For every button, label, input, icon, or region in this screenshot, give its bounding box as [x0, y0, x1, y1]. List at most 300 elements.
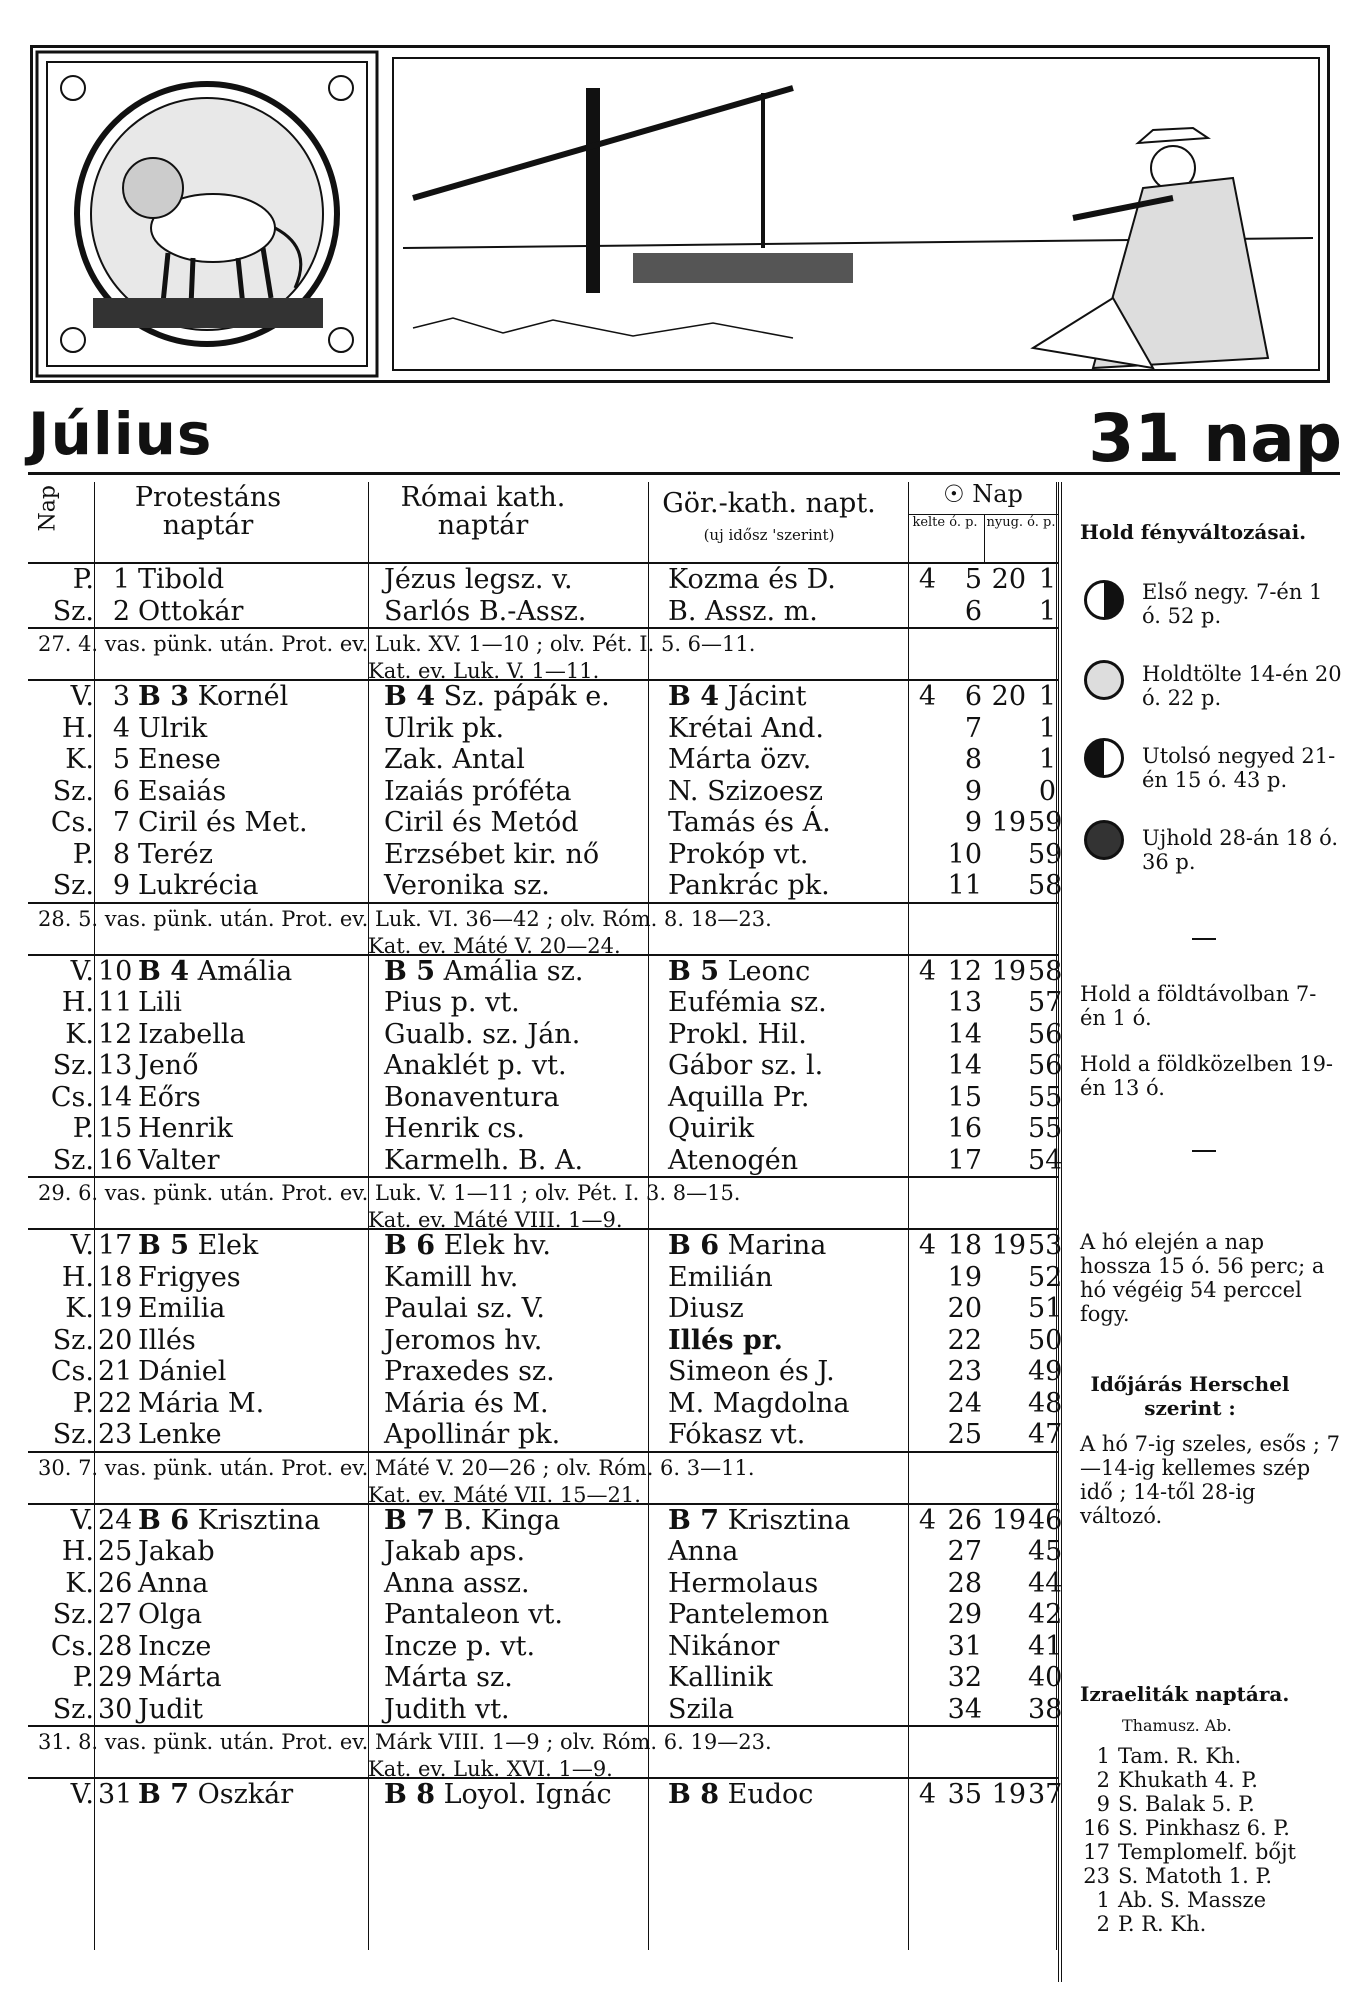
- header-prot-line1: Protestáns: [134, 482, 282, 513]
- gor-cell: [668, 1631, 779, 1663]
- cell: 2: [112, 595, 130, 627]
- prot-cell: [138, 1779, 293, 1811]
- cell: 45: [1028, 1536, 1063, 1567]
- cell: P.: [72, 1387, 94, 1419]
- prot-cell: [138, 776, 226, 808]
- cell: 21: [98, 1356, 133, 1387]
- rom-cell: [384, 1662, 513, 1694]
- header-nap: Nap: [35, 485, 61, 532]
- cell: 14: [947, 1018, 982, 1050]
- rom-cell: [384, 1599, 563, 1631]
- cell: 4: [918, 1504, 936, 1536]
- cell: 6: [964, 681, 982, 712]
- prot-cell: [138, 1050, 198, 1082]
- cell: 58: [1028, 870, 1063, 901]
- cell: 20: [991, 681, 1026, 712]
- gor-name: Quirik: [668, 1113, 755, 1144]
- jewish-calendar-item: [1080, 1792, 1342, 1816]
- moon-phase-text: Ujhold 28-án 18 ó. 36 p.: [1142, 826, 1339, 874]
- jewish-calendar-item: [1080, 1888, 1342, 1912]
- table-row: [28, 1504, 1063, 1537]
- cell: 48: [1028, 1387, 1063, 1419]
- jewish-day: 17: [1083, 1840, 1110, 1864]
- cell: H.: [61, 1261, 94, 1293]
- rom-cell: [384, 1419, 560, 1451]
- gor-cell: [668, 870, 830, 902]
- cell: 5: [112, 744, 130, 775]
- cell: 31: [947, 1630, 982, 1662]
- gor-name: Szila: [668, 1693, 735, 1725]
- rom-name: Elek hv.: [443, 1230, 551, 1261]
- cell: V.: [70, 955, 94, 987]
- rom-cell: [384, 839, 599, 871]
- cell: 44: [1028, 1567, 1063, 1599]
- cell: 4: [112, 712, 130, 744]
- cell: Sz.: [52, 1693, 94, 1725]
- cell: 22: [947, 1324, 982, 1356]
- gor-name: Eudoc: [727, 1779, 814, 1810]
- rom-name: Bonaventura: [384, 1081, 560, 1113]
- table-header: [28, 482, 1058, 564]
- table-row: [28, 1356, 1063, 1388]
- cell: 19: [991, 955, 1026, 987]
- prot-cell: [138, 1631, 211, 1663]
- prot-name: Valter: [138, 1144, 220, 1176]
- gor-name: Hermolaus: [668, 1567, 819, 1599]
- cell: 19: [991, 807, 1026, 838]
- prot-cell: [138, 839, 213, 871]
- jewish-calendar-list: [1080, 1744, 1342, 1936]
- gor-cell: [668, 1388, 850, 1420]
- weather-text: A hó 7-ig szeles, esős ; 7—14-ig kellemes szép idő ; 14-től 28-ig változó.: [1080, 1432, 1340, 1528]
- rom-name: Pantaleon vt.: [384, 1599, 563, 1630]
- cell: Sz.: [52, 870, 94, 901]
- rom-week-mark: B 8: [384, 1779, 436, 1810]
- cell: Sz.: [52, 1050, 94, 1081]
- jewish-event: Templomelf. bőjt: [1118, 1840, 1296, 1864]
- header-prot-line2: naptár: [162, 510, 254, 542]
- gor-week-mark: B 7: [668, 1504, 720, 1536]
- header-rom-line2: naptár: [437, 510, 529, 542]
- rom-cell: [384, 1293, 545, 1325]
- gor-cell: [668, 1050, 823, 1082]
- cell: 4: [918, 1230, 936, 1261]
- cell: 16: [98, 1144, 133, 1176]
- cell: 24: [947, 1387, 982, 1419]
- gor-name: Fókasz vt.: [668, 1419, 806, 1450]
- prot-name: Teréz: [138, 838, 214, 870]
- prot-name: Enese: [138, 744, 221, 775]
- prot-cell: [138, 1356, 226, 1388]
- jewish-day: 2: [1096, 1768, 1110, 1792]
- rom-cell: [384, 1356, 555, 1388]
- rom-cell: [384, 1388, 549, 1420]
- rom-cell: [384, 1145, 583, 1177]
- moon-phase-text: Utolsó negyed 21-én 15 ó. 43 p.: [1142, 744, 1336, 792]
- table-row: [28, 596, 1058, 628]
- jewish-day: 2: [1096, 1912, 1110, 1936]
- gor-cell: [668, 1419, 805, 1451]
- prot-cell: [138, 1019, 246, 1051]
- cell: 20: [991, 564, 1026, 595]
- cell: 16: [947, 1113, 982, 1144]
- prot-name: Dániel: [138, 1356, 227, 1387]
- gor-cell: [668, 776, 823, 808]
- gor-name: Simeon és J.: [668, 1356, 835, 1387]
- gor-week-mark: B 4: [668, 681, 720, 712]
- gor-name: Krisztina: [727, 1504, 851, 1536]
- rom-cell: [384, 870, 550, 902]
- table-row: [28, 1662, 1063, 1694]
- rom-name: Amália sz.: [443, 955, 584, 987]
- table-row: [28, 713, 1058, 745]
- gor-name: Gábor sz. l.: [668, 1050, 824, 1081]
- prot-week-mark: B 4: [138, 955, 190, 987]
- table-row: [28, 1387, 1063, 1420]
- table-row: [28, 1599, 1063, 1631]
- cell: 1: [1038, 744, 1056, 775]
- prot-week-mark: B 6: [138, 1504, 190, 1536]
- week-reading-line2: Kat. ev. Máté VIII. 1—9.: [368, 1208, 623, 1232]
- prot-name: Illés: [138, 1324, 196, 1356]
- prot-name: Ulrik: [138, 712, 208, 744]
- cell: Cs.: [50, 1081, 94, 1113]
- gor-name: Nikánor: [668, 1630, 780, 1662]
- divider: [1192, 938, 1216, 940]
- jewish-calendar-item: [1080, 1816, 1342, 1840]
- cell: 59: [1028, 838, 1063, 870]
- table-row: [28, 955, 1063, 988]
- gor-name: Pantelemon: [668, 1599, 830, 1630]
- cell: Sz.: [52, 1599, 94, 1630]
- rom-cell: [384, 713, 504, 745]
- jewish-event: S. Balak 5. P.: [1118, 1792, 1255, 1816]
- gor-cell: [668, 1505, 850, 1537]
- cell: 19: [98, 1293, 133, 1324]
- cell: 22: [98, 1387, 133, 1419]
- full-moon-icon: [1084, 660, 1124, 700]
- jewish-day: 1: [1096, 1888, 1110, 1912]
- table-row: [28, 1230, 1063, 1262]
- header-sun: ☉ Nap: [943, 480, 1023, 508]
- cell: 1: [1038, 681, 1056, 712]
- jewish-day: 9: [1096, 1792, 1110, 1816]
- prot-name: Lili: [138, 987, 182, 1018]
- rom-cell: [384, 1113, 525, 1145]
- cell: 17: [98, 1230, 133, 1261]
- prot-cell: [138, 681, 288, 713]
- rom-name: Pius p. vt.: [384, 987, 520, 1018]
- gor-cell: [668, 1262, 773, 1294]
- table-row: [28, 1567, 1063, 1600]
- prot-name: Olga: [138, 1599, 203, 1630]
- prot-name: Frigyes: [138, 1261, 241, 1293]
- prot-name: Lenke: [138, 1419, 222, 1450]
- cell: 11: [98, 987, 133, 1018]
- cell: 6: [112, 775, 130, 807]
- cell: 17: [947, 1144, 982, 1176]
- gor-name: Marina: [727, 1230, 827, 1261]
- rom-cell: [384, 807, 578, 839]
- gor-cell: [668, 1536, 738, 1568]
- calendar-table: [28, 480, 1063, 1811]
- cell: Sz.: [52, 1324, 94, 1356]
- cell: 19: [947, 1261, 982, 1293]
- prot-cell: [138, 1599, 202, 1631]
- cell: 20: [98, 1324, 133, 1356]
- rom-cell: [384, 1694, 510, 1726]
- prot-name: Henrik: [138, 1113, 233, 1144]
- rom-name: Jézus legsz. v.: [384, 564, 573, 595]
- cell: Sz.: [52, 1144, 94, 1176]
- gor-cell: [668, 596, 818, 628]
- table-row: [28, 870, 1063, 902]
- prot-cell: [138, 987, 182, 1019]
- cell: 10: [98, 955, 133, 987]
- gor-name: Prokóp vt.: [668, 838, 809, 870]
- week-reading-line1: 27. 4. vas. pünk. után. Prot. ev. Luk. XV. 1—10 ; olv. Pét. I. 5. 6—11.: [38, 632, 756, 656]
- rom-name: Mária és M.: [384, 1387, 549, 1419]
- cell: 26: [98, 1567, 133, 1599]
- cell: 47: [1028, 1419, 1063, 1450]
- gor-cell: [668, 1599, 829, 1631]
- gor-name: Diusz: [668, 1293, 744, 1324]
- cell: V.: [70, 1779, 94, 1810]
- rom-name: Erzsébet kir. nő: [384, 838, 600, 870]
- gor-cell: [668, 956, 810, 988]
- sidebar: [1058, 482, 1344, 1982]
- week-reading: [28, 627, 1058, 681]
- table-row: [28, 1018, 1063, 1051]
- jewish-event: S. Matoth 1. P.: [1118, 1864, 1272, 1888]
- gor-cell: [668, 1019, 807, 1051]
- cell: 52: [1028, 1261, 1063, 1293]
- cell: 25: [947, 1419, 982, 1450]
- rom-week-mark: B 4: [384, 681, 436, 712]
- cell: P.: [72, 1113, 94, 1144]
- table-row: [28, 1050, 1063, 1082]
- cell: K.: [65, 1018, 94, 1050]
- rom-name: Loyol. Ignác: [443, 1779, 612, 1810]
- cell: Cs.: [50, 1630, 94, 1662]
- prot-cell: [138, 744, 221, 776]
- prot-name: Kornél: [197, 681, 289, 712]
- gor-week-mark: B 5: [668, 955, 720, 987]
- cell: 4: [918, 955, 936, 987]
- cell: 30: [98, 1693, 133, 1725]
- cell: 28: [98, 1630, 133, 1662]
- gor-name: Jácint: [727, 681, 807, 712]
- gor-name: Aquilla Pr.: [668, 1081, 810, 1113]
- cell: 5: [964, 564, 982, 595]
- gor-name: Márta özv.: [668, 744, 812, 775]
- cell: 55: [1028, 1081, 1063, 1113]
- apogee-text: Hold a földtávolban 7-én 1 ó.: [1080, 982, 1317, 1030]
- cell: 42: [1028, 1599, 1063, 1630]
- table-row: [28, 1419, 1063, 1451]
- prot-cell: [138, 956, 292, 988]
- rom-cell: [384, 987, 520, 1019]
- table-row: [28, 776, 1058, 808]
- rom-name: Veronika sz.: [384, 870, 550, 901]
- rom-week-mark: B 5: [384, 955, 436, 987]
- jewish-calendar-item: [1080, 1840, 1342, 1864]
- perigee-text: Hold a földközelben 19-én 13 ó.: [1080, 1052, 1334, 1100]
- header-gor-line2: (uj idősz 'szerint): [703, 526, 835, 545]
- cell: 12: [947, 955, 982, 987]
- cell: 9: [964, 807, 982, 838]
- prot-cell: [138, 1694, 203, 1726]
- rom-cell: [384, 564, 573, 596]
- cell: 31: [98, 1779, 133, 1810]
- gor-cell: [668, 1230, 826, 1262]
- prot-cell: [138, 807, 308, 839]
- jewish-calendar-item: [1080, 1864, 1342, 1888]
- cell: 1: [1038, 564, 1056, 595]
- cell: 49: [1028, 1356, 1063, 1387]
- gor-name: Eufémia sz.: [668, 987, 827, 1018]
- prot-cell: [138, 1662, 222, 1694]
- jewish-calendar-subtitle: Thamusz. Ab.: [1122, 1716, 1232, 1735]
- table-row: [28, 1113, 1063, 1145]
- rom-name: Incze p. vt.: [384, 1630, 536, 1662]
- cell: 46: [1028, 1504, 1063, 1536]
- prot-name: Elek: [197, 1230, 259, 1261]
- cell: 29: [98, 1662, 133, 1693]
- cell: K.: [65, 1567, 94, 1599]
- gor-cell: [668, 1694, 734, 1726]
- gor-cell: [668, 1082, 809, 1114]
- rom-name: Márta sz.: [384, 1662, 513, 1693]
- gor-cell: [668, 1113, 754, 1145]
- gor-cell: [668, 1356, 835, 1388]
- gor-name: Atenogén: [668, 1144, 799, 1176]
- cell: P.: [72, 1662, 94, 1693]
- cell: 35: [947, 1779, 982, 1810]
- table-row: [28, 1293, 1063, 1325]
- rom-week-mark: B 7: [384, 1504, 436, 1536]
- gor-name: Kozma és D.: [668, 564, 836, 595]
- header-nyug: nyug. ó. p.: [986, 515, 1056, 530]
- gor-name: Prokl. Hil.: [668, 1018, 807, 1050]
- rom-cell: [384, 1568, 530, 1600]
- top-rule: [28, 472, 1340, 475]
- cell: 8: [964, 744, 982, 775]
- week-reading-line2: Kat. ev. Luk. XVI. 1—9.: [368, 1757, 613, 1781]
- jewish-calendar-item: [1080, 1912, 1342, 1936]
- rom-name: Anna assz.: [384, 1567, 530, 1599]
- rom-name: Judith vt.: [384, 1693, 510, 1725]
- prot-cell: [138, 1419, 222, 1451]
- gor-name: Anna: [668, 1536, 739, 1567]
- week-reading: [28, 1176, 1058, 1230]
- gor-week-mark: B 8: [668, 1779, 720, 1810]
- cell: 28: [947, 1567, 982, 1599]
- header-illustration: [30, 45, 1330, 383]
- cell: 34: [947, 1693, 982, 1725]
- rom-name: Jakab aps.: [384, 1536, 526, 1567]
- rom-cell: [384, 744, 525, 776]
- prot-name: Márta: [138, 1662, 222, 1693]
- prot-cell: [138, 870, 258, 902]
- gor-cell: [668, 744, 811, 776]
- gor-cell: [668, 987, 827, 1019]
- gor-cell: [668, 1662, 773, 1694]
- days-count: 31 nap: [1088, 400, 1342, 477]
- prot-cell: [138, 1325, 196, 1357]
- cell: 6: [964, 595, 982, 627]
- cell: 56: [1028, 1018, 1063, 1050]
- cell: 4: [918, 564, 936, 595]
- jewish-day: 1: [1096, 1744, 1110, 1768]
- gor-cell: [668, 839, 809, 871]
- gor-cell: [668, 1293, 744, 1325]
- gor-cell: [668, 1325, 783, 1357]
- rom-cell: [384, 1536, 525, 1568]
- jewish-event: P. R. Kh.: [1118, 1912, 1207, 1936]
- cell: 15: [98, 1113, 133, 1144]
- table-row: [28, 1630, 1063, 1663]
- cell: 54: [1028, 1144, 1063, 1176]
- rom-name: Gualb. sz. Ján.: [384, 1018, 581, 1050]
- gor-name: B. Assz. m.: [668, 595, 818, 627]
- prot-cell: [138, 713, 207, 745]
- rom-cell: [384, 1230, 551, 1262]
- table-body: [28, 564, 1063, 1811]
- cell: 55: [1028, 1113, 1063, 1144]
- prot-name: Ottokár: [138, 595, 244, 627]
- cell: P.: [72, 838, 94, 870]
- cell: 50: [1028, 1324, 1063, 1356]
- table-row: [28, 681, 1058, 713]
- cell: 3: [112, 681, 130, 712]
- gor-cell: [668, 1145, 798, 1177]
- cell: 9: [964, 775, 982, 807]
- jewish-event: Tam. R. Kh.: [1118, 1744, 1242, 1768]
- table-row: [28, 1536, 1063, 1568]
- prot-cell: [138, 1262, 241, 1294]
- col-divider: [94, 482, 95, 1950]
- cell: 9: [112, 870, 130, 901]
- rom-name: Ulrik pk.: [384, 712, 505, 744]
- cell: K.: [65, 1293, 94, 1324]
- moon-phases-title: Hold fényváltozásai.: [1080, 520, 1307, 544]
- cell: 12: [98, 1018, 133, 1050]
- rom-name: Karmelh. B. A.: [384, 1144, 584, 1176]
- cell: 14: [947, 1050, 982, 1081]
- prot-name: Incze: [138, 1630, 212, 1662]
- rom-name: Apollinár pk.: [384, 1419, 561, 1450]
- week-reading-line1: 29. 6. vas. pünk. után. Prot. ev. Luk. V. 1—11 ; olv. Pét. I. 3. 8—15.: [38, 1181, 741, 1205]
- moon-phase-text: Első negy. 7-én 1 ó. 52 p.: [1142, 580, 1323, 628]
- prot-name: Lukrécia: [138, 870, 259, 901]
- divider: [1192, 1150, 1216, 1152]
- table-row: [28, 1144, 1063, 1177]
- cell: 11: [947, 870, 982, 901]
- prot-name: Krisztina: [197, 1504, 321, 1536]
- cell: 56: [1028, 1050, 1063, 1081]
- prot-cell: [138, 1113, 233, 1145]
- weather-title: Időjárás Herschel szerint :: [1090, 1372, 1290, 1420]
- cell: 23: [947, 1356, 982, 1387]
- rom-name: Zak. Antal: [384, 744, 525, 775]
- table-row: [28, 744, 1058, 776]
- rom-cell: [384, 1082, 559, 1114]
- cell: P.: [72, 564, 94, 595]
- cell: 53: [1028, 1230, 1063, 1261]
- rom-name: Anaklét p. vt.: [384, 1050, 567, 1081]
- table-row: [28, 987, 1063, 1019]
